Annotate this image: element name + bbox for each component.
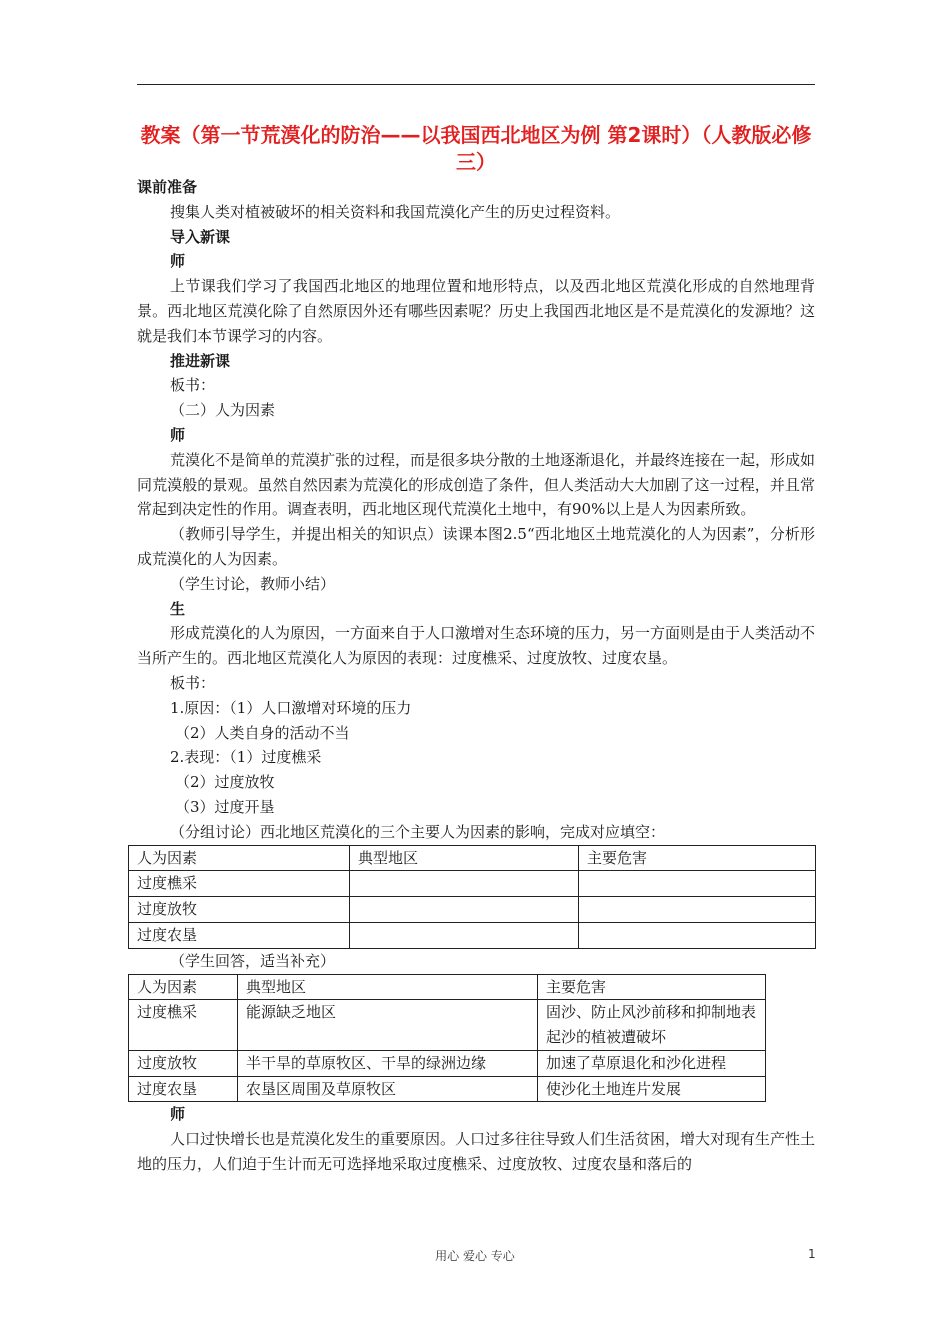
teacher-label: 师 [170,252,186,271]
table-row [129,1076,766,1102]
table-cell[interactable] [350,897,579,923]
table-header-cell: 主要危害 [538,974,766,1000]
page-number: 1 [808,1247,816,1261]
prep-text: 搜集人类对植被破坏的相关资料和我国荒漠化产生的历史过程资料。 [170,202,621,221]
table-cell: 加速了草原退化和沙化进程 [538,1050,766,1076]
board2-line: （3）过度开垦 [175,797,275,816]
table-cell: 过度放牧 [129,897,350,923]
student-label: 生 [170,599,186,618]
header-rule [137,84,815,85]
teacher2-text: 人口过快增长也是荒漠化发生的重要原因。人口过多往往导致人们生活贫困，增大对现有生产性土地的压力，人们迫于生计而无可选择地采取过度樵采、过度放牧、过度农垦和落后的 [137,1130,816,1174]
table-header-cell: 主要危害 [579,845,816,871]
table-header-cell: 人为因素 [129,974,238,1000]
table-cell: 能源缺乏地区 [238,1000,538,1051]
advance-heading: 推进新课 [170,351,231,370]
table-cell: 过度放牧 [129,1050,238,1076]
intro-heading: 导入新课 [170,227,231,246]
table-header-cell: 人为因素 [129,845,350,871]
document-body [137,175,815,1177]
guide-text: （教师引导学生，并提出相关的知识点）读课本图2.5“西北地区土地荒漠化的人为因素”，分析形成荒漠化的人为因素。 [137,525,815,568]
table-row [129,922,816,948]
table-cell: 过度樵采 [129,871,350,897]
teacher-label-2: 师 [170,425,186,444]
table-header-row [129,845,816,871]
discuss-text: （学生讨论，教师小结） [170,574,336,593]
table-cell[interactable] [579,871,816,897]
board-label: 板书： [170,376,216,395]
table-cell: 过度樵采 [129,1000,238,1051]
teacher-text: 荒漠化不是简单的荒漠扩张的过程，而是很多块分散的土地逐渐退化，并最终连接在一起，形成如同荒漠般的景观。虽然自然因素为荒漠化的形成创造了条件，但人类活动大大加剧了这一过程，并且常常起到决定性的作用。调查表明，西北地区现代荒漠化土地中，有90%以上是人为因素所致。 [137,450,816,519]
board2-line: 2.表现：（1）过度樵采 [170,748,322,767]
table-cell: 过度农垦 [129,922,350,948]
table-cell: 固沙、防止风沙前移和抑制地表起沙的植被遭破坏 [538,1000,766,1051]
table-cell[interactable] [350,871,579,897]
table-row [129,897,816,923]
board2-label: 板书： [170,673,216,692]
table-cell: 使沙化土地连片发展 [538,1076,766,1102]
page-footer: 用心 爱心 专心 [435,1249,515,1263]
group-text: （分组讨论）西北地区荒漠化的三个主要人为因素的影响，完成对应填空： [170,822,666,841]
board2-line: （2）人类自身的活动不当 [175,723,350,742]
table-row [129,871,816,897]
document-title: 教案（第一节荒漠化的防治——以我国西北地区为例 第2课时）（人教版必修三） [140,123,812,174]
table-row [129,1050,766,1076]
table-cell: 半干旱的草原牧区、干旱的绿洲边缘 [238,1050,538,1076]
table-cell[interactable] [350,922,579,948]
teacher-label-3: 师 [170,1105,186,1124]
table-cell[interactable] [579,897,816,923]
intro-text: 上节课我们学习了我国西北地区的地理位置和地形特点，以及西北地区荒漠化形成的自然地理背景。西北地区荒漠化除了自然原因外还有哪些因素呢？历史上我国西北地区是不是荒漠化的发源地？这就是我们本节课学习的内容。 [137,277,815,345]
blank-table [128,845,816,949]
student-text: 形成荒漠化的人为原因，一方面来自于人口激增对生态环境的压力，另一方面则是由于人类活动不当所产生的。西北地区荒漠化人为原因的表现：过度樵采、过度放牧、过度农垦。 [137,624,816,668]
table-header-cell: 典型地区 [238,974,538,1000]
answer-table [128,974,766,1103]
prep-heading: 课前准备 [137,178,198,196]
board2-line: 1.原因：（1）人口激增对环境的压力 [170,698,412,717]
table-header-cell: 典型地区 [350,845,579,871]
board2-line: （2）过度放牧 [175,773,275,792]
board-item: （二）人为因素 [170,401,276,420]
answer-text: （学生回答，适当补充） [170,951,336,970]
table-cell: 过度农垦 [129,1076,238,1102]
table-row [129,1000,766,1051]
table-cell[interactable] [579,922,816,948]
table-header-row [129,974,766,1000]
table-cell: 农垦区周围及草原牧区 [238,1076,538,1102]
